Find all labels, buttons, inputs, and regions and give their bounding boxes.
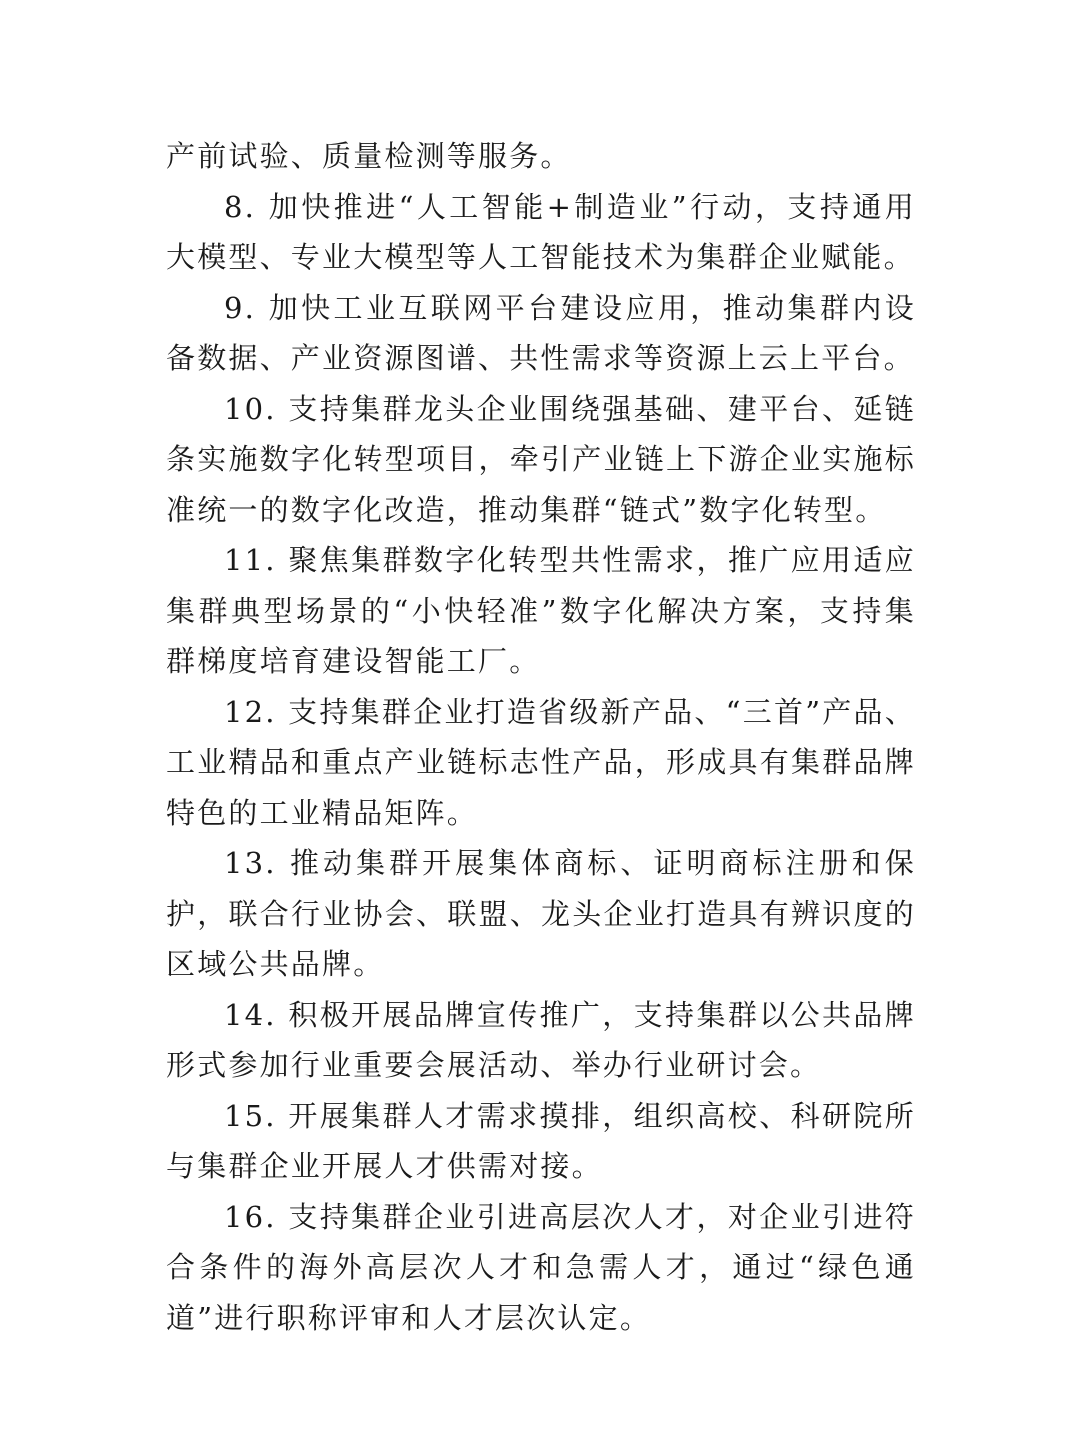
paragraph-11: 11. 聚焦集群数字化转型共性需求，推广应用适应集群典型场景的“小快轻准”数字化解决方案，支持集群梯度培育建设智能工厂。: [166, 543, 916, 678]
paragraph-13: 13. 推动集群开展集体商标、证明商标注册和保护，联合行业协会、联盟、龙头企业打造具有辨识度的区域公共品牌。: [166, 846, 916, 981]
paragraph-16: 16. 支持集群企业引进高层次人才，对企业引进符合条件的海外高层次人才和急需人才，通过“绿色通道”进行职称评审和人才层次认定。: [166, 1199, 916, 1335]
document-page: [166, 131, 916, 1343]
paragraph-12: 12. 支持集群企业打造省级新产品、“三首”产品、工业精品和重点产业链标志性产品，形成具有集群品牌特色的工业精品矩阵。: [166, 694, 916, 830]
paragraph-14: 14. 积极开展品牌宣传推广，支持集群以公共品牌形式参加行业重要会展活动、举办行业研讨会。: [166, 997, 916, 1082]
paragraph-10: 10. 支持集群龙头企业围绕强基础、建平台、延链条实施数字化转型项目，牵引产业链上下游企业实施标准统一的数字化改造，推动集群“链式”数字化转型。: [166, 391, 916, 527]
paragraph-8: 8. 加快推进“人工智能+制造业”行动，支持通用大模型、专业大模型等人工智能技术为集群企业赋能。: [166, 189, 916, 274]
paragraph-7-continuation: 产前试验、质量检测等服务。: [166, 139, 572, 173]
paragraph-15: 15. 开展集群人才需求摸排，组织高校、科研院所与集群企业开展人才供需对接。: [166, 1098, 916, 1183]
paragraph-9: 9. 加快工业互联网平台建设应用，推动集群内设备数据、产业资源图谱、共性需求等资源上云上平台。: [166, 290, 916, 375]
